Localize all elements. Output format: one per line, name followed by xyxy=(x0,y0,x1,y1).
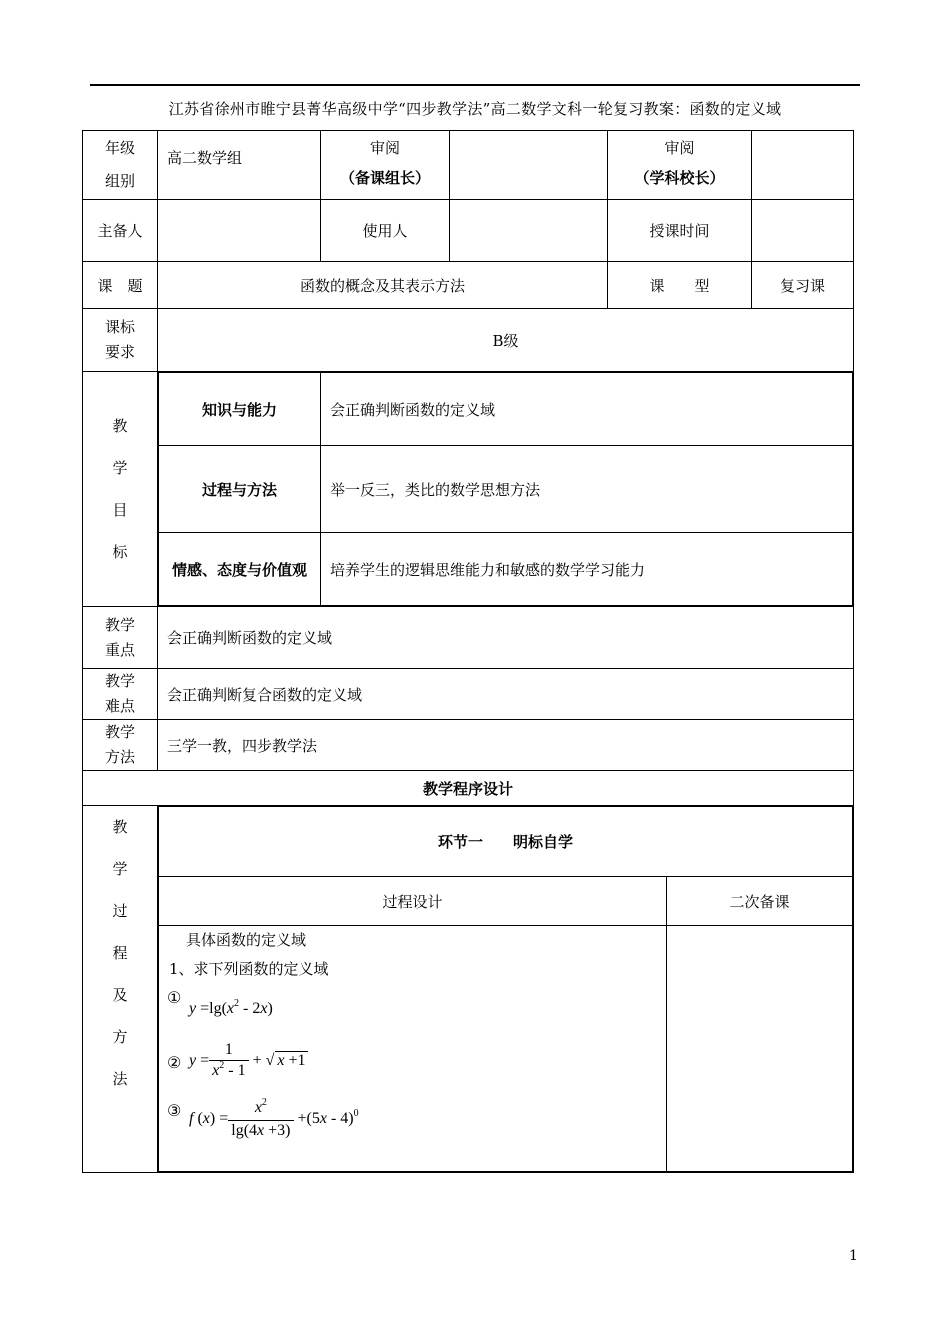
procedure-inner-table xyxy=(158,806,853,1172)
method-label xyxy=(83,720,158,771)
exercise-title: 1、求下列函数的定义域 xyxy=(169,960,329,978)
review1-label-cell xyxy=(321,131,450,200)
row-preparer xyxy=(83,200,854,262)
process-design-content xyxy=(159,926,667,1172)
preparer-value xyxy=(158,200,321,262)
standard-label xyxy=(83,309,158,372)
objectives-label-char: 教 xyxy=(112,417,128,435)
row-standard xyxy=(83,309,854,372)
objectives-label-char: 目 xyxy=(112,501,128,519)
procedure-label-char: 程 xyxy=(112,944,128,962)
stage-title: 环节一 明标自学 xyxy=(159,807,853,877)
page-number: 1 xyxy=(849,1248,858,1264)
row-objectives xyxy=(83,372,854,607)
procedure-label-char: 学 xyxy=(112,860,128,878)
standard-value: B级 xyxy=(158,309,854,372)
review2-label: 审阅 xyxy=(664,139,695,157)
procedure-label xyxy=(83,806,158,1173)
review1-value xyxy=(450,131,608,200)
grade-group-value: 高二数学组 xyxy=(158,131,321,200)
type-value: 复习课 xyxy=(752,262,854,309)
row-key-point xyxy=(83,607,854,669)
objective-name: 情感、态度与价值观 xyxy=(159,533,321,606)
row-method xyxy=(83,720,854,771)
objective-content: 举一反三，类比的数学思想方法 xyxy=(321,446,853,533)
standard-label-line1: 课标 xyxy=(104,318,135,336)
time-label: 授课时间 xyxy=(608,200,752,262)
procedure-cell xyxy=(158,806,854,1173)
grade-label: 年级 xyxy=(104,139,135,157)
objectives-label-char: 标 xyxy=(112,543,128,561)
row-difficulty xyxy=(83,669,854,720)
review2-value xyxy=(752,131,854,200)
preparer-label: 主备人 xyxy=(83,200,158,262)
stage-row xyxy=(159,807,853,877)
method-value: 三学一教，四步教学法 xyxy=(158,720,854,771)
method-label-line2: 方法 xyxy=(104,748,135,766)
difficulty-label-line2: 难点 xyxy=(104,697,135,715)
type-label: 课 型 xyxy=(608,262,752,309)
objectives-label-char: 学 xyxy=(112,459,128,477)
objective-row xyxy=(159,373,853,446)
difficulty-label xyxy=(83,669,158,720)
key-point-value: 会正确判断函数的定义域 xyxy=(158,607,854,669)
objective-content: 培养学生的逻辑思维能力和敏感的数学学习能力 xyxy=(321,533,853,606)
user-label: 使用人 xyxy=(321,200,450,262)
review2-role: （学科校长） xyxy=(634,169,725,187)
row-topic xyxy=(83,262,854,309)
key-point-label xyxy=(83,607,158,669)
procedure-label-char: 法 xyxy=(112,1070,128,1088)
difficulty-value: 会正确判断复合函数的定义域 xyxy=(158,669,854,720)
procedure-label-char: 及 xyxy=(112,986,128,1004)
second-prep-content xyxy=(667,926,853,1172)
formula-3: f (x) = $\frac{x^2}{\lg(4x +3)}$ +(5x - 4)$^0$ xyxy=(189,1097,359,1139)
procedure-label-char: 方 xyxy=(112,1028,128,1046)
formula-2: y = $\frac{1}{x^2 - 1}$ + √ x +1 xyxy=(189,1041,306,1079)
grade-group-label xyxy=(83,131,158,200)
objective-content: 会正确判断函数的定义域 xyxy=(321,373,853,446)
key-label-line1: 教学 xyxy=(104,615,135,634)
difficulty-label-line1: 教学 xyxy=(104,672,135,690)
review1-label: 审阅 xyxy=(369,139,400,157)
process-design-header: 过程设计 xyxy=(159,877,667,926)
review2-label-cell xyxy=(608,131,752,200)
row-section-title xyxy=(83,771,854,806)
exercise-marker: ① xyxy=(167,988,182,1007)
objective-name: 知识与能力 xyxy=(159,373,321,446)
objectives-inner-table xyxy=(158,372,853,606)
procedure-label-char: 教 xyxy=(112,818,128,836)
group-label: 组别 xyxy=(104,172,135,190)
row-procedure xyxy=(83,806,854,1173)
exercise-marker: ② xyxy=(167,1053,182,1072)
formula-1: $y =\lg(x^2 - 2x)$ xyxy=(189,998,273,1017)
objectives-label xyxy=(83,372,158,607)
row-grade-review xyxy=(83,131,854,200)
objective-row xyxy=(159,533,853,606)
procedure-label-char: 过 xyxy=(112,902,128,920)
objective-row xyxy=(159,446,853,533)
time-value xyxy=(752,200,854,262)
key-label-line2: 重点 xyxy=(104,640,135,659)
user-value xyxy=(450,200,608,262)
objective-name: 过程与方法 xyxy=(159,446,321,533)
lesson-plan-table xyxy=(82,130,854,1173)
exercise-marker: ③ xyxy=(167,1101,182,1120)
topic-label: 课 题 xyxy=(83,262,158,309)
standard-label-line2: 要求 xyxy=(104,343,135,361)
method-label-line1: 教学 xyxy=(104,723,135,741)
document-header-title: 江苏省徐州市睢宁县菁华高级中学“四步教学法”高二数学文科一轮复习教案：函数的定义域 xyxy=(168,100,782,118)
review1-role: （备课组长） xyxy=(339,169,430,187)
header-rule xyxy=(90,84,860,86)
procedure-content-row xyxy=(159,926,853,1172)
objectives-cell xyxy=(158,372,854,607)
topic-value: 函数的概念及其表示方法 xyxy=(158,262,608,309)
column-header-row xyxy=(159,877,853,926)
content-title: 具体函数的定义域 xyxy=(186,931,307,949)
process-content-area xyxy=(159,926,666,1171)
section-title: 教学程序设计 xyxy=(83,771,854,806)
second-prep-header: 二次备课 xyxy=(667,877,853,926)
